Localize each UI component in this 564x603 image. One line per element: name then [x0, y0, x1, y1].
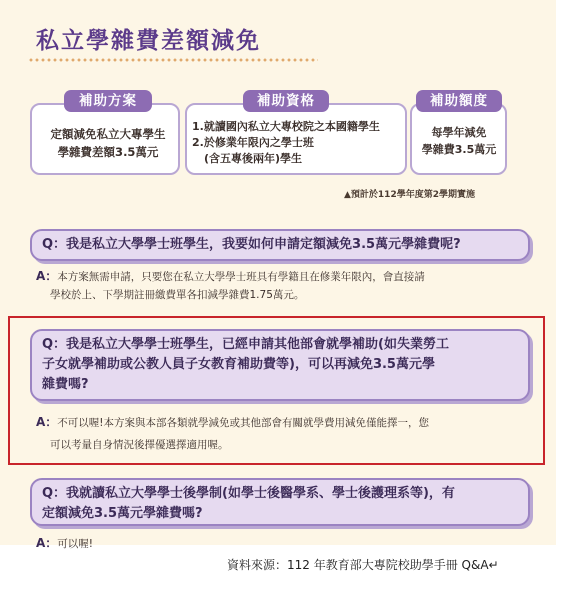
question-box-3: [30, 478, 530, 526]
answer-label: A：: [36, 415, 58, 429]
question-line: Q：我就讀私立大學學士後學制(如學士後醫學系、學士後護理系等)，有: [42, 486, 455, 501]
question-line: 子女就學補助或公教人員子女教育補助費等)，可以再減免3.5萬元學: [42, 357, 435, 372]
question-3: [42, 484, 527, 524]
implementation-note: ▲預計於112學年度第2學期實施: [344, 190, 475, 200]
amount-text: [416, 124, 502, 158]
plan-text: [40, 125, 176, 161]
question-1: Q：我是私立大學學士班學生，我要如何申請定額減免3.5萬元學雜費呢?: [42, 237, 461, 252]
eligibility-line: (含五專後兩年)學生: [204, 152, 303, 165]
title-underline-dots: [28, 58, 318, 62]
eligibility-line: 1.就讀國內私立大專校院之本國籍學生: [192, 120, 380, 133]
amount-line: 每學年減免: [431, 126, 487, 139]
highlight-frame: [8, 316, 545, 465]
plan-line: 學雜費差額3.5萬元: [57, 145, 159, 159]
answer-line: 可以喔!: [57, 538, 94, 550]
answer-line: 學校於上、下學期註冊繳費單各扣減學雜費1.75萬元。: [50, 289, 305, 301]
answer-line: 不可以喔!本方案與本部各類就學減免或其他部會有關就學費用減免僅能擇一，您: [57, 417, 430, 429]
page-title: 私立學雜費差額減免: [36, 28, 261, 54]
eligibility-text: [192, 119, 404, 167]
answer-line: 本方案無需申請，只要您在私立大學學士班具有學籍且在修業年限內，會直接請: [57, 271, 425, 283]
plan-line: 定額減免私立大專學生: [50, 127, 166, 141]
question-line: 雜費嗎?: [42, 377, 89, 392]
source-citation: 資料來源：112 年教育部大專院校助學手冊 Q&A↵: [219, 551, 537, 579]
question-box-1: [30, 229, 530, 261]
question-line: 定額減免3.5萬元學雜費嗎?: [42, 506, 203, 521]
answer-1: [36, 267, 536, 304]
amount-line: 學雜費3.5萬元: [421, 143, 497, 156]
header-amount: 補助額度: [416, 90, 502, 112]
header-eligibility: 補助資格: [243, 90, 329, 112]
answer-3: [36, 534, 93, 553]
answer-label: A：: [36, 536, 58, 550]
question-line: Q：我是私立大學學士班學生，已經申請其他部會就學補助(如失業勞工: [42, 337, 449, 352]
header-plan: 補助方案: [64, 90, 152, 112]
answer-line: 可以考量自身情況後擇優選擇適用喔。: [50, 439, 229, 451]
eligibility-line: 2.於修業年限內之學士班: [192, 136, 314, 149]
answer-label: A：: [36, 269, 58, 283]
